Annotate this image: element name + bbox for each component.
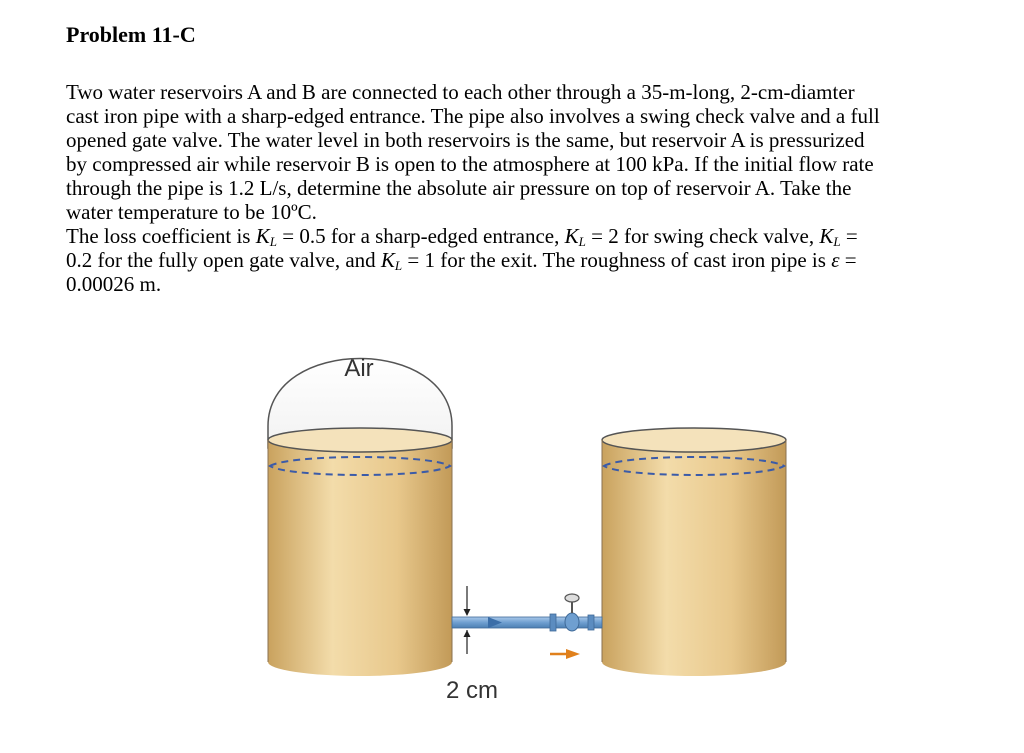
tank-a-bottom xyxy=(268,648,452,676)
diameter-label: 2 cm xyxy=(445,677,499,704)
loss-line-1: The loss coefficient is $K_L = 0.5$ for a sharp-edged entrance, $K_L = 2$ for swing check valve, $K_L$ = xyxy=(66,224,858,249)
tank-a-top xyxy=(268,428,452,452)
reservoir-b xyxy=(602,428,786,676)
check-valve xyxy=(550,614,556,631)
problem-title: Problem 11-C xyxy=(66,22,196,47)
tank-b-top xyxy=(602,428,786,452)
gate-valve xyxy=(565,594,579,631)
problem-statement xyxy=(66,80,1006,296)
statement-line-6: water temperature to be 10ºC. xyxy=(66,200,317,224)
air-label: Air xyxy=(344,355,374,382)
statement-line-1: Two water reservoirs A and B are connected to each other through a 35-m-long, 2-cm-diamter xyxy=(66,80,855,104)
tank-b-bottom xyxy=(602,648,786,676)
connecting-pipe xyxy=(452,594,602,631)
statement-line-2: cast iron pipe with a sharp-edged entrance. The pipe also involves a swing check valve and a full xyxy=(66,104,880,128)
loss-line-3: 0.00026 m. xyxy=(66,272,162,296)
reservoir-a xyxy=(268,428,452,676)
pipe-body xyxy=(452,617,602,628)
statement-line-4: by compressed air while reservoir B is open to the atmosphere at 100 kPa. If the initial flow rate xyxy=(66,152,874,176)
problem-page xyxy=(66,22,1006,296)
tank-a-body xyxy=(268,440,452,662)
tank-b-body xyxy=(602,440,786,662)
gate-valve-handle xyxy=(565,594,579,602)
flow-direction-arrow xyxy=(550,649,580,659)
loss-line-2: 0.2 for the fully open gate valve, and $K_L = 1$ for the exit. The roughness of cast iron pipe is ε = xyxy=(66,248,857,273)
reservoir-figure xyxy=(250,336,810,746)
statement-line-5: through the pipe is 1.2 L/s, determine the absolute air pressure on top of reservoir A. Take the xyxy=(66,176,852,200)
statement-line-3: opened gate valve. The water level in both reservoirs is the same, but reservoir A is pressurized xyxy=(66,128,865,152)
